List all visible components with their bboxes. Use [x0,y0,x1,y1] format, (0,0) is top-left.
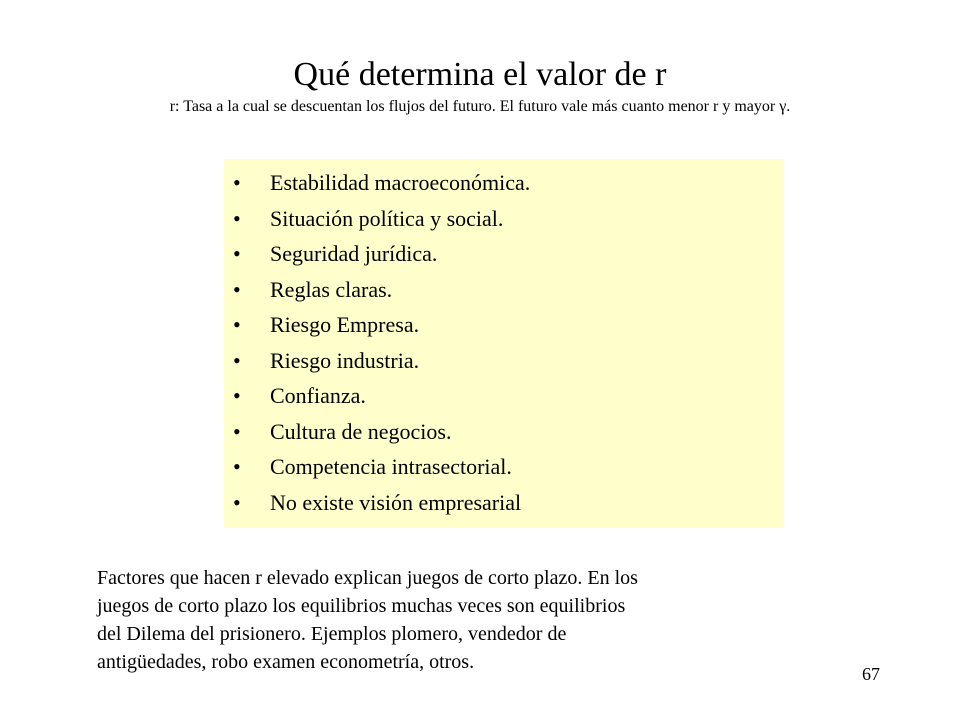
list-item-text: Competencia intrasectorial. [270,454,512,479]
list-item-text: Cultura de negocios. [270,418,452,444]
bullet-icon: • [233,276,241,302]
list-item [224,307,784,343]
paragraph-line: Factores que hacen r elevado explican juegos de corto plazo. En los [97,567,638,589]
list-item [224,236,784,272]
list-item [224,272,784,308]
slide-title: Qué determina el valor de r [293,56,667,93]
list-item [224,485,784,521]
paragraph-line: juegos de corto plazo los equilibrios muchas veces son equilibrios [97,595,626,617]
slide-subtitle: r: Tasa a la cual se descuentan los flujos del futuro. El futuro vale más cuanto menor r y mayor γ. [169,98,791,115]
bullet-icon: • [233,454,241,479]
list-item-text: No existe visión empresarial [270,489,522,515]
list-item-text: Reglas claras. [270,276,393,302]
list-item-text: Situación política y social. [270,205,504,231]
list-item [224,414,784,450]
explanation-paragraph [97,564,777,676]
bullet-icon: • [233,418,241,444]
list-item-text: Riesgo Empresa. [270,312,420,337]
list-item-text: Riesgo industria. [270,347,420,373]
list-item [224,165,784,201]
bullet-icon: • [233,241,241,266]
list-item [224,449,784,485]
list-item-text: Seguridad jurídica. [270,241,438,266]
list-item-text: Confianza. [270,383,366,408]
bullet-icon: • [233,347,241,373]
paragraph-line: antigüedades, robo examen econometría, otros. [97,651,475,673]
list-item-text: Estabilidad macroeconómica. [270,170,531,195]
factors-list [224,165,784,520]
list-item [224,343,784,379]
paragraph-line: del Dilema del prisionero. Ejemplos plomero, vendedor de [97,623,567,645]
bullet-icon: • [233,489,241,515]
list-item [224,201,784,237]
bullet-icon: • [233,383,241,408]
bullet-icon: • [233,170,241,195]
list-item [224,378,784,414]
page-number: 67 [862,664,880,684]
factors-box [224,159,784,528]
bullet-icon: • [233,312,241,337]
bullet-icon: • [233,205,241,231]
